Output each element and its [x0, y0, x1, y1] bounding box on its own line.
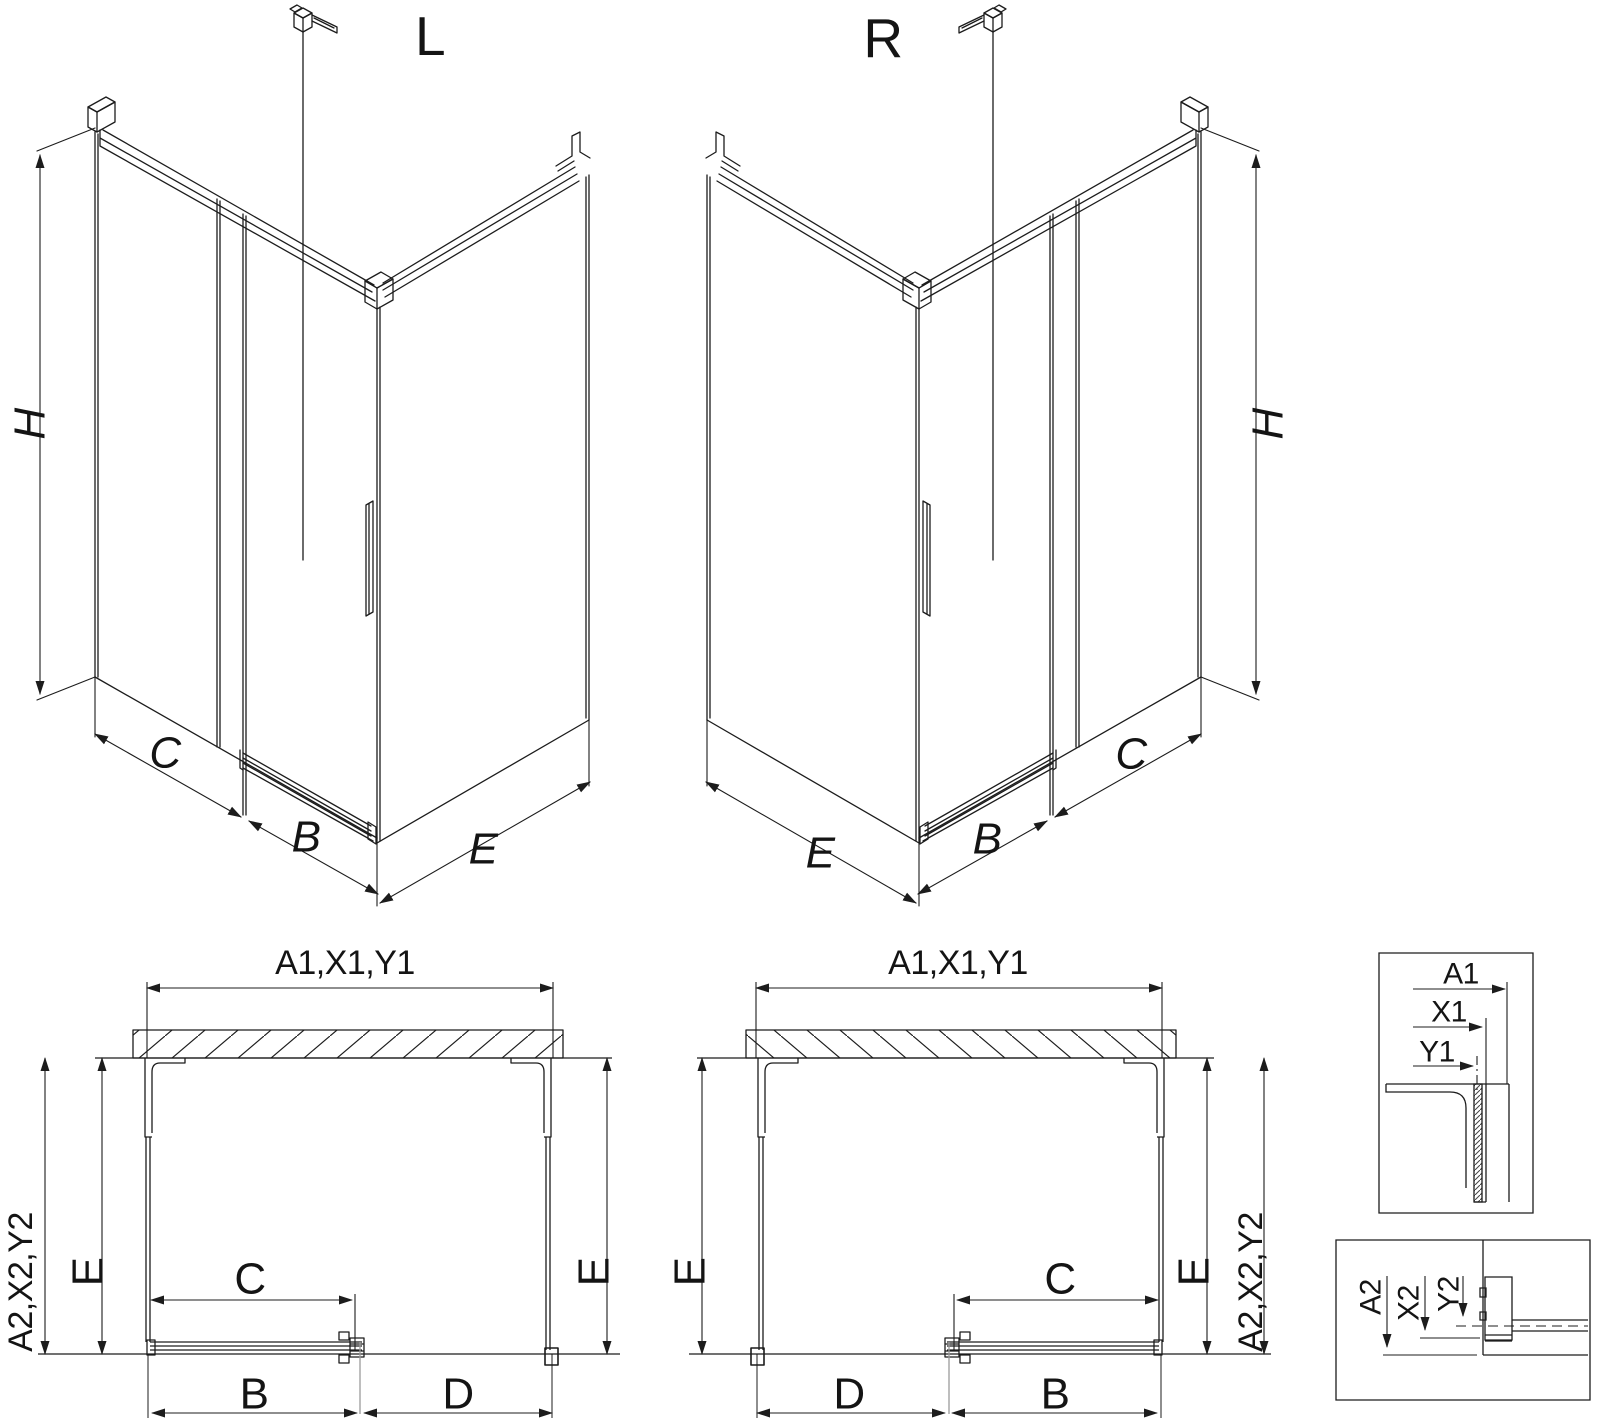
iso-right-dim-B: B	[972, 814, 1002, 864]
plan-right-dim-A2X2Y2: A2,X2,Y2	[1232, 1212, 1270, 1352]
plan-right-dim-E-left: E	[665, 1257, 715, 1287]
plan-left-dim-C: C	[234, 1254, 266, 1304]
plan-right-dim-A1X1Y1: A1,X1,Y1	[888, 944, 1028, 982]
iso-right-variant-label: R	[863, 7, 903, 69]
iso-view-right	[706, 5, 1259, 906]
detail-top-dim-X1: X1	[1431, 995, 1467, 1029]
iso-right-dim-H: H	[1243, 408, 1293, 440]
iso-left-dim-B: B	[291, 812, 321, 862]
plan-right-dim-D: D	[833, 1369, 865, 1419]
detail-bottom-dim-X2: X2	[1392, 1285, 1426, 1321]
detail-top-dim-Y1: Y1	[1419, 1035, 1455, 1069]
plan-right-dim-E-right: E	[1169, 1257, 1219, 1287]
glass-panel-section	[1474, 1084, 1482, 1202]
detail-bottom-dim-A2: A2	[1354, 1279, 1388, 1315]
plan-left-dim-B: B	[239, 1369, 269, 1419]
plan-left-dim-A1X1Y1: A1,X1,Y1	[275, 944, 415, 982]
plan-left-dim-A2X2Y2: A2,X2,Y2	[2, 1212, 40, 1352]
detail-box-bottom-profile	[1336, 1240, 1590, 1400]
plan-view-left	[38, 982, 620, 1418]
plan-view-right	[689, 982, 1271, 1418]
iso-right-dim-E: E	[805, 828, 835, 878]
plan-left-dim-D: D	[442, 1369, 474, 1419]
plan-left-dim-E-left: E	[63, 1257, 113, 1287]
detail-top-profile-section	[1386, 1084, 1509, 1202]
iso-view-left	[37, 5, 590, 906]
detail-top-dim-A1: A1	[1443, 957, 1479, 991]
detail-bottom-roller-section	[1480, 1277, 1588, 1355]
dimension-labels	[2, 5, 1479, 1419]
plan-left-dim-E-right: E	[569, 1257, 619, 1287]
iso-left-dim-E: E	[468, 824, 498, 874]
plan-right-dim-C: C	[1044, 1254, 1076, 1304]
iso-left-dim-H: H	[5, 408, 55, 440]
iso-right-dim-C: C	[1115, 729, 1147, 779]
detail-bottom-dim-Y2: Y2	[1432, 1276, 1466, 1312]
iso-left-dim-C: C	[149, 728, 181, 778]
plan-right-dim-B: B	[1040, 1369, 1070, 1419]
detail-box-top-profile	[1379, 953, 1533, 1213]
detail-box-top-border	[1379, 953, 1533, 1213]
iso-left-variant-label: L	[414, 5, 446, 67]
